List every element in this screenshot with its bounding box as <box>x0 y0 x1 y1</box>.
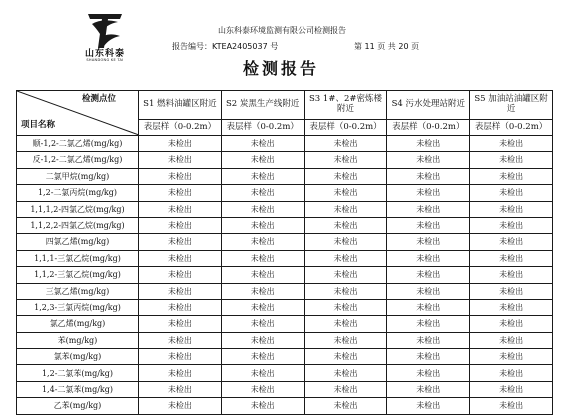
result-cell: 未检出 <box>304 267 387 283</box>
result-cell: 未检出 <box>139 217 222 233</box>
result-cell: 未检出 <box>139 381 222 397</box>
result-cell: 未检出 <box>304 283 387 299</box>
result-cell: 未检出 <box>470 283 553 299</box>
sample-type-header: 表层样（0-0.2m） <box>221 120 304 136</box>
company-title: 山东科泰环境监测有限公司检测报告 <box>218 26 346 35</box>
site-header: S3 1#、2#密炼楼附近 <box>304 91 387 120</box>
result-cell: 未检出 <box>387 283 470 299</box>
result-cell: 未检出 <box>387 168 470 184</box>
result-cell: 未检出 <box>139 201 222 217</box>
table-row <box>17 316 553 332</box>
result-cell: 未检出 <box>470 332 553 348</box>
result-cell: 未检出 <box>221 283 304 299</box>
sample-type-header: 表层样（0-0.2m） <box>470 120 553 136</box>
result-cell: 未检出 <box>139 316 222 332</box>
site-header: S5 加油站油罐区附近 <box>470 91 553 120</box>
table-row <box>17 332 553 348</box>
sample-type-header: 表层样（0-0.2m） <box>304 120 387 136</box>
table-row <box>17 250 553 266</box>
table-row <box>17 299 553 315</box>
result-cell: 未检出 <box>139 152 222 168</box>
result-cell: 未检出 <box>221 332 304 348</box>
result-cell: 未检出 <box>139 398 222 414</box>
document-title: 检测报告 <box>242 59 319 78</box>
result-cell: 未检出 <box>221 250 304 266</box>
table-row <box>17 185 553 201</box>
result-cell: 未检出 <box>221 152 304 168</box>
item-name-cell: 1,4-二氯苯(mg/kg) <box>17 381 139 397</box>
result-cell: 未检出 <box>139 136 222 152</box>
site-header: S1 燃料油罐区附近 <box>139 91 222 120</box>
table-row <box>17 217 553 233</box>
result-cell: 未检出 <box>470 299 553 315</box>
result-cell: 未检出 <box>304 250 387 266</box>
result-cell: 未检出 <box>304 217 387 233</box>
result-cell: 未检出 <box>304 365 387 381</box>
result-cell: 未检出 <box>304 136 387 152</box>
result-cell: 未检出 <box>304 398 387 414</box>
item-name-cell: 反-1,2-二氯乙烯(mg/kg) <box>17 152 139 168</box>
result-cell: 未检出 <box>387 136 470 152</box>
site-header: S4 污水处理站附近 <box>387 91 470 120</box>
item-name-cell: 氯苯(mg/kg) <box>17 349 139 365</box>
result-cell: 未检出 <box>139 365 222 381</box>
item-name-cell: 二氯甲烷(mg/kg) <box>17 168 139 184</box>
result-cell: 未检出 <box>387 365 470 381</box>
result-cell: 未检出 <box>387 332 470 348</box>
report-number: 报告编号：KTEA2405037 号 <box>172 42 279 51</box>
result-cell: 未检出 <box>387 398 470 414</box>
result-cell: 未检出 <box>470 250 553 266</box>
item-name-cell: 苯(mg/kg) <box>17 332 139 348</box>
result-cell: 未检出 <box>221 365 304 381</box>
result-cell: 未检出 <box>470 217 553 233</box>
item-name-cell: 三氯乙烯(mg/kg) <box>17 283 139 299</box>
result-cell: 未检出 <box>387 316 470 332</box>
result-cell: 未检出 <box>221 267 304 283</box>
result-cell: 未检出 <box>221 168 304 184</box>
result-cell: 未检出 <box>221 349 304 365</box>
result-cell: 未检出 <box>387 152 470 168</box>
result-cell: 未检出 <box>387 201 470 217</box>
result-cell: 未检出 <box>304 316 387 332</box>
sample-type-header: 表层样（0-0.2m） <box>387 120 470 136</box>
result-cell: 未检出 <box>470 136 553 152</box>
result-cell: 未检出 <box>387 185 470 201</box>
table-row <box>17 168 553 184</box>
table-body <box>17 136 553 415</box>
table-row <box>17 398 553 414</box>
item-name-cell: 1,2-二氯苯(mg/kg) <box>17 365 139 381</box>
result-cell: 未检出 <box>139 168 222 184</box>
item-name-cell: 四氯乙烯(mg/kg) <box>17 234 139 250</box>
result-cell: 未检出 <box>304 299 387 315</box>
result-cell: 未检出 <box>470 365 553 381</box>
result-cell: 未检出 <box>221 217 304 233</box>
result-cell: 未检出 <box>221 185 304 201</box>
result-cell: 未检出 <box>387 217 470 233</box>
table-row <box>17 201 553 217</box>
table-row <box>17 283 553 299</box>
item-name-cell: 氯乙烯(mg/kg) <box>17 316 139 332</box>
result-cell: 未检出 <box>139 234 222 250</box>
item-name-cell: 1,1,2-三氯乙烷(mg/kg) <box>17 267 139 283</box>
result-cell: 未检出 <box>304 234 387 250</box>
result-cell: 未检出 <box>221 136 304 152</box>
result-cell: 未检出 <box>387 349 470 365</box>
result-cell: 未检出 <box>470 168 553 184</box>
result-cell: 未检出 <box>304 349 387 365</box>
result-cell: 未检出 <box>304 381 387 397</box>
result-cell: 未检出 <box>304 332 387 348</box>
result-cell: 未检出 <box>470 267 553 283</box>
result-cell: 未检出 <box>470 234 553 250</box>
result-cell: 未检出 <box>221 201 304 217</box>
item-name-cell: 1,2,3-三氯丙烷(mg/kg) <box>17 299 139 315</box>
result-cell: 未检出 <box>470 381 553 397</box>
results-table <box>16 90 553 415</box>
item-name-cell: 1,1,1,2-四氯乙烷(mg/kg) <box>17 201 139 217</box>
result-cell: 未检出 <box>470 152 553 168</box>
result-cell: 未检出 <box>139 299 222 315</box>
result-cell: 未检出 <box>139 332 222 348</box>
item-name-cell: 1,1,1-三氯乙烷(mg/kg) <box>17 250 139 266</box>
table-row <box>17 349 553 365</box>
result-cell: 未检出 <box>139 185 222 201</box>
result-cell: 未检出 <box>470 185 553 201</box>
result-cell: 未检出 <box>221 316 304 332</box>
table-header-row <box>17 91 553 120</box>
table-row <box>17 267 553 283</box>
logo-brand-text: 山东科泰 <box>84 49 125 59</box>
page-info: 第 11 页 共 20 页 <box>354 42 420 51</box>
result-cell: 未检出 <box>387 234 470 250</box>
logo-sub-text: SHANDONG KE TAI <box>86 58 124 62</box>
result-cell: 未检出 <box>221 234 304 250</box>
result-cell: 未检出 <box>470 201 553 217</box>
result-cell: 未检出 <box>304 185 387 201</box>
item-name-cell: 顺-1,2-二氯乙烯(mg/kg) <box>17 136 139 152</box>
result-cell: 未检出 <box>221 299 304 315</box>
item-name-cell: 1,2-二氯丙烷(mg/kg) <box>17 185 139 201</box>
result-cell: 未检出 <box>387 250 470 266</box>
result-cell: 未检出 <box>387 381 470 397</box>
table-row <box>17 234 553 250</box>
result-cell: 未检出 <box>304 201 387 217</box>
result-cell: 未检出 <box>139 283 222 299</box>
corner-label-site: 检测点位 <box>81 94 116 104</box>
item-name-cell: 1,1,2,2-四氯乙烷(mg/kg) <box>17 217 139 233</box>
sample-type-header: 表层样（0-0.2m） <box>139 120 222 136</box>
result-cell: 未检出 <box>221 398 304 414</box>
result-cell: 未检出 <box>470 316 553 332</box>
result-cell: 未检出 <box>470 398 553 414</box>
table-row <box>17 152 553 168</box>
result-cell: 未检出 <box>387 267 470 283</box>
site-header: S2 炭黑生产线附近 <box>221 91 304 120</box>
result-cell: 未检出 <box>221 381 304 397</box>
result-cell: 未检出 <box>387 299 470 315</box>
result-cell: 未检出 <box>139 267 222 283</box>
result-cell: 未检出 <box>304 152 387 168</box>
result-cell: 未检出 <box>470 349 553 365</box>
result-cell: 未检出 <box>139 349 222 365</box>
result-cell: 未检出 <box>139 250 222 266</box>
table-row <box>17 136 553 152</box>
result-cell: 未检出 <box>304 168 387 184</box>
table-row <box>17 381 553 397</box>
corner-label-item: 项目名称 <box>21 120 56 131</box>
item-name-cell: 乙苯(mg/kg) <box>17 398 139 414</box>
corner-header-cell <box>17 91 139 136</box>
table-row <box>17 365 553 381</box>
